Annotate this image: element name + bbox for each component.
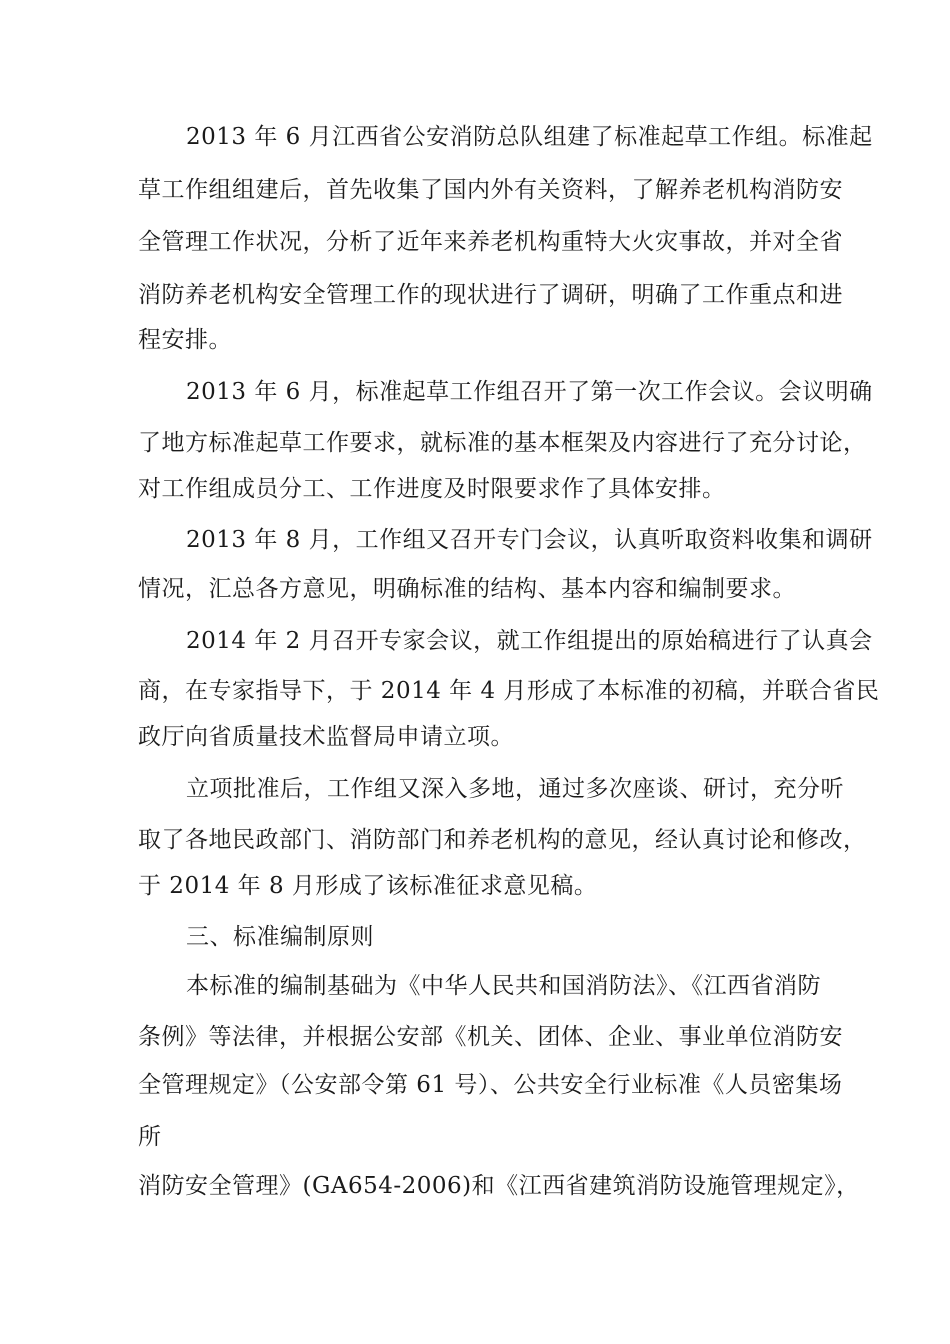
text-line: 条例》等法律，并根据公安部《机关、团体、企业、事业单位消防安 — [138, 1024, 843, 1050]
text-line: 2013 年 6 月，标准起草工作组召开了第一次工作会议。会议明确 — [186, 379, 873, 405]
text-line: 2013 年 8 月，工作组又召开专门会议，认真听取资料收集和调研 — [186, 527, 873, 553]
text-line: 情况，汇总各方意见，明确标准的结构、基本内容和编制要求。 — [138, 576, 796, 602]
text-line: 了地方标准起草工作要求，就标准的基本框架及内容进行了充分讨论， — [138, 430, 867, 456]
text-line: 消防养老机构安全管理工作的现状进行了调研，明确了工作重点和进 — [138, 282, 843, 308]
text-line: 所 — [138, 1124, 162, 1150]
section-heading: 三、标准编制原则 — [186, 924, 374, 950]
text-line: 对工作组成员分工、工作进度及时限要求作了具体安排。 — [138, 476, 726, 502]
text-line: 立项批准后，工作组又深入多地，通过多次座谈、研讨，充分听 — [186, 776, 844, 802]
text-line: 取了各地民政部门、消防部门和养老机构的意见，经认真讨论和修改， — [138, 827, 867, 853]
text-line: 全管理规定》（公安部令第 61 号）、公共安全行业标准《人员密集场 — [138, 1072, 843, 1098]
text-line: 全管理工作状况，分析了近年来养老机构重特大火灾事故，并对全省 — [138, 229, 843, 255]
text-line: 程安排。 — [138, 327, 232, 353]
text-line: 2013 年 6 月江西省公安消防总队组建了标准起草工作组。标准起 — [186, 124, 873, 150]
text-line: 于 2014 年 8 月形成了该标准征求意见稿。 — [138, 873, 598, 899]
text-line: 草工作组组建后，首先收集了国内外有关资料，了解养老机构消防安 — [138, 177, 843, 203]
text-line: 商，在专家指导下，于 2014 年 4 月形成了本标准的初稿，并联合省民 — [138, 678, 880, 704]
text-line: 本标准的编制基础为《中华人民共和国消防法》、《江西省消防 — [186, 973, 821, 999]
text-line: 消防安全管理》(GA654-2006)和《江西省建筑消防设施管理规定》， — [138, 1173, 860, 1199]
text-line: 2014 年 2 月召开专家会议，就工作组提出的原始稿进行了认真会 — [186, 628, 873, 654]
text-line: 政厅向省质量技术监督局申请立项。 — [138, 724, 514, 750]
